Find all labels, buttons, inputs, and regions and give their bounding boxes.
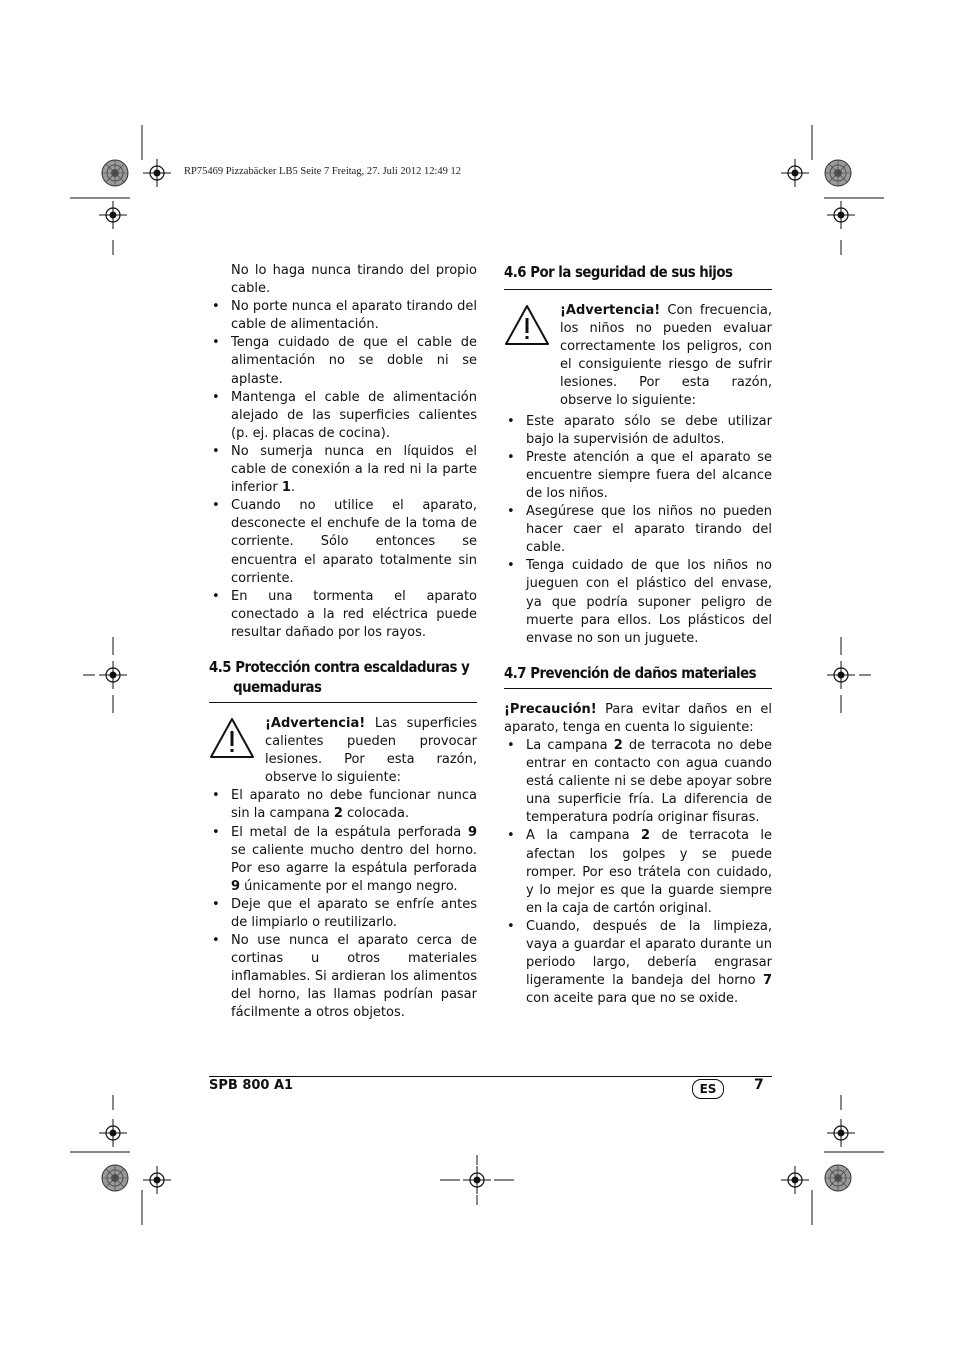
warning-triangle-icon: [504, 304, 560, 411]
page-number: 7: [754, 1077, 764, 1093]
heading-rule: [504, 289, 772, 290]
damage-prevention-list: [504, 737, 772, 1008]
list-item: • Preste atención a que el aparato se encuentre siempre fuera del alcance de los niños.: [504, 449, 772, 503]
color-rosette-icon: [825, 1165, 851, 1191]
list-item: • No porte nunca el aparato tirando del cable de alimentación.: [209, 298, 477, 334]
list-item: • Tenga cuidado de que el cable de alimentación no se doble ni se aplaste.: [209, 334, 477, 388]
list-item: • A la campana 2 de terracota le afectan los golpes y se puede romper. Por eso trátela con cuidado, y lo mejor es que la guarde siempre en la caja de cartón original.: [504, 827, 772, 917]
heading-rule: [504, 688, 772, 689]
section-title-cont: quemaduras: [233, 677, 322, 696]
color-rosette-icon: [102, 1165, 128, 1191]
warning-label: ¡Advertencia!: [560, 303, 661, 318]
section-4-6-heading: [504, 262, 772, 290]
section-4-7-heading: [504, 663, 772, 689]
heading-rule: [209, 702, 477, 703]
list-item: • Cuando, después de la limpieza, vaya a guardar el aparato durante un periodo largo, debería engrasar ligeramente la bandeja del horno 7 con aceite para que no se oxide.: [504, 918, 772, 1008]
list-item: • Mantenga el cable de alimentación alejado de las superficies calientes (p. ej. placas de cocina).: [209, 389, 477, 443]
caution-label: ¡Precaución!: [504, 701, 597, 717]
footer-rule: [209, 1076, 772, 1077]
list-item: • Asegúrese que los niños no pueden hacer caer el aparato tirando del cable.: [504, 503, 772, 557]
section-title: Por la seguridad de sus hijos: [530, 263, 733, 281]
intro-text: No lo haga nunca tirando del propio cable.: [231, 263, 477, 297]
warning-block: [209, 715, 477, 787]
warning-block: [504, 302, 772, 411]
color-rosette-icon: [825, 160, 851, 186]
list-item: • Tenga cuidado de que los niños no jueguen con el plástico del envase, ya que podría suponer peligro de muerte para ellos. Los plásticos del envase no son un juguete.: [504, 557, 772, 647]
list-item: • No use nunca el aparato cerca de cortinas u otros materiales inflamables. Si ardieran los alimentos del horno, las llamas podrían pasar fácilmente a otros objetos.: [209, 932, 477, 1022]
list-item: • No sumerja nunca en líquidos el cable de conexión a la red ni la parte inferior 1.: [209, 443, 477, 497]
list-item: • El metal de la espátula perforada 9 se caliente mucho dentro del horno. Por eso agarre la espátula perforada 9 únicamente por el mango negro.: [209, 824, 477, 896]
burn-safety-list: [209, 787, 477, 1022]
list-item: • Deje que el aparato se enfríe antes de limpiarlo o reutilizarlo.: [209, 896, 477, 932]
section-title: Prevención de daños materiales: [530, 663, 757, 682]
warning-text: Con frecuencia, los niños no pueden evaluar correctamente los peligros, con el consiguiente riesgo de sufrir lesiones. Por esta razón, observe lo siguiente:: [560, 303, 772, 409]
section-number: 4.7: [504, 663, 527, 682]
warning-text: Las superficies calientes pueden provocar lesiones. Por esta razón, observe lo siguiente:: [265, 715, 477, 786]
warning-label: ¡Advertencia!: [265, 715, 366, 731]
part-number: 1: [281, 480, 291, 496]
safety-list: [209, 298, 477, 642]
caution-paragraph: [504, 701, 772, 737]
section-number: 4.5: [209, 657, 232, 676]
caution-text: Para evitar daños en el aparato, tenga en cuenta lo siguiente:: [504, 701, 772, 735]
warning-triangle-icon: [209, 717, 265, 787]
list-item: • El aparato no debe funcionar nunca sin la campana 2 colocada.: [209, 787, 477, 823]
child-safety-list: [504, 413, 772, 648]
color-rosette-icon: [102, 160, 128, 186]
list-item: • En una tormenta el aparato conectado a la red eléctrica puede resultar dañado por los rayos.: [209, 588, 477, 642]
section-number: 4.6: [504, 263, 527, 281]
language-badge: ES: [692, 1079, 724, 1099]
left-column: [209, 262, 477, 1023]
print-header: RP75469 Pizzabäcker LB5 Seite 7 Freitag, 27. Juli 2012 12:49 12: [184, 166, 462, 177]
right-column: [504, 262, 772, 1008]
model-number: SPB 800 A1: [209, 1078, 294, 1093]
list-item: • Este aparato sólo se debe utilizar bajo la supervisión de adultos.: [504, 413, 772, 449]
section-4-5-heading: [209, 657, 477, 703]
list-item: • Cuando no utilice el aparato, desconecte el enchufe de la toma de corriente. Sólo entonces se encuentra el aparato totalmente sin corriente.: [209, 497, 477, 587]
section-title: Protección contra escaldaduras y: [235, 657, 470, 676]
list-item: • La campana 2 de terracota no debe entrar en contacto con agua cuando está caliente ni se debe apoyar sobre una superficie fría. La diferencia de temperatura podría originar fisuras.: [504, 737, 772, 827]
